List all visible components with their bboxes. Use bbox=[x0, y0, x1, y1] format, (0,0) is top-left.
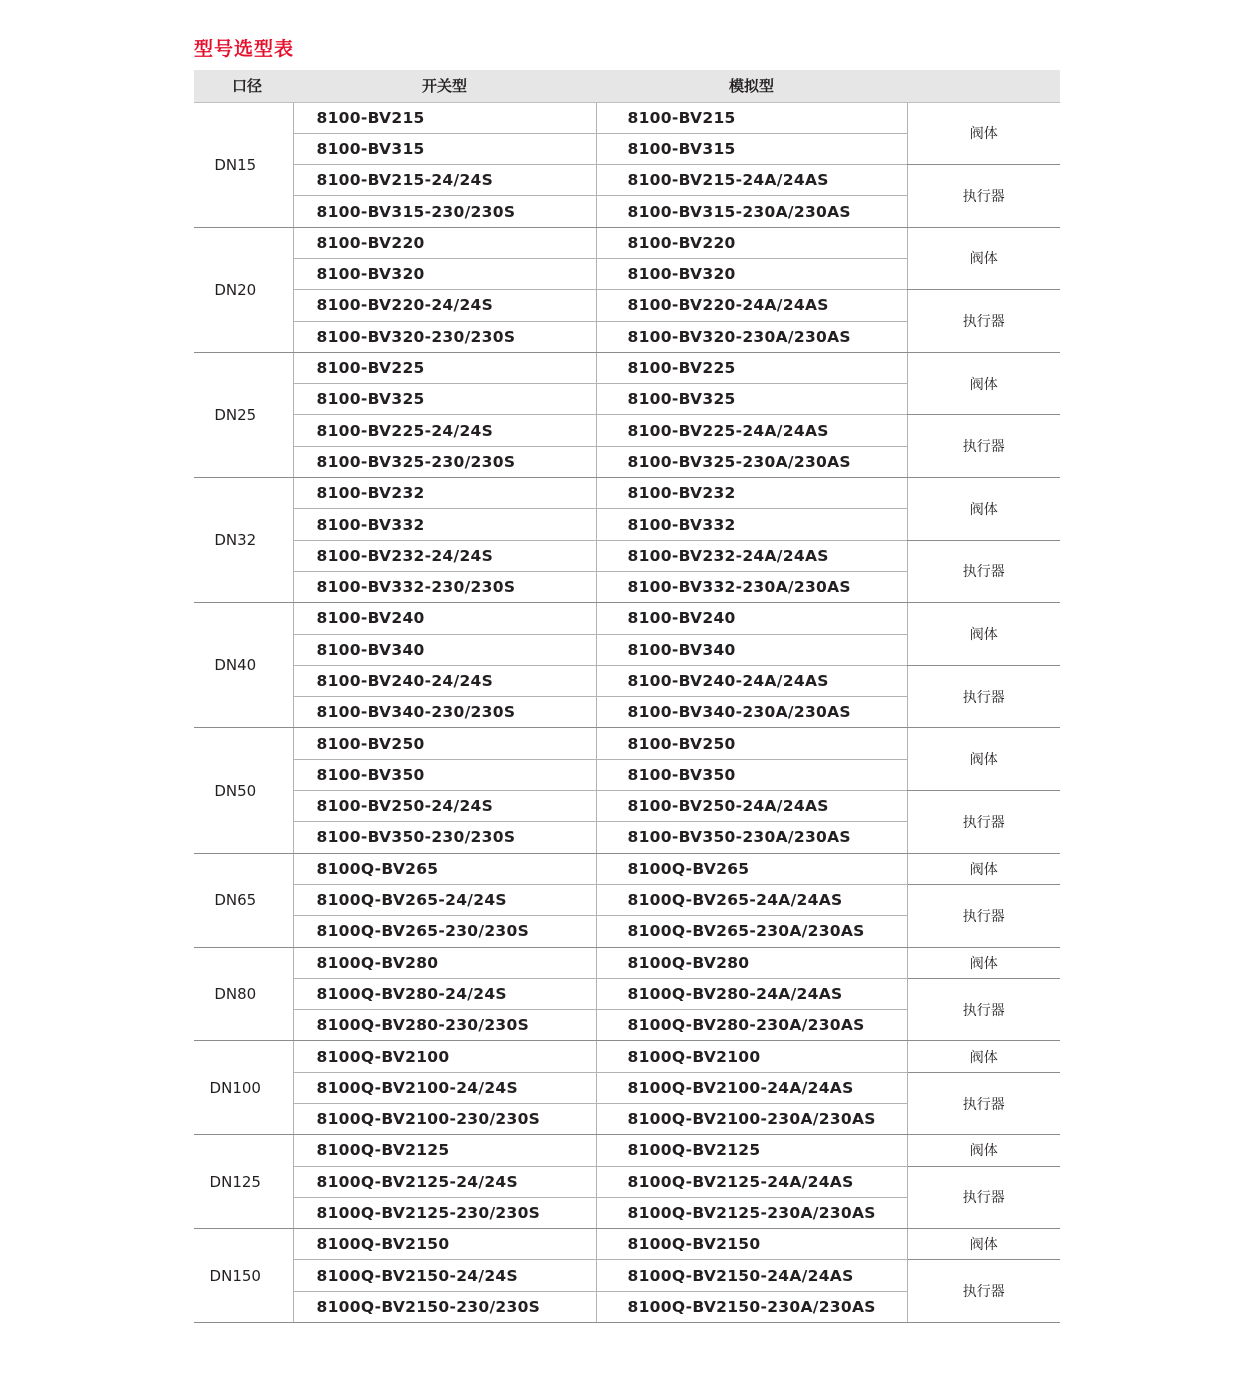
switch-model-cell: 8100-BV220 bbox=[293, 227, 596, 258]
analog-model-cell: 8100-BV350 bbox=[596, 759, 907, 790]
analog-model-cell: 8100Q-BV2100-24A/24AS bbox=[596, 1072, 907, 1103]
table-row bbox=[194, 978, 1060, 1009]
table-row bbox=[194, 290, 1060, 321]
component-note-cell: 执行器 bbox=[907, 290, 1060, 353]
switch-model-cell: 8100-BV315-230/230S bbox=[293, 196, 596, 227]
table-row bbox=[194, 165, 1060, 196]
table-row bbox=[194, 1135, 1060, 1166]
analog-model-cell: 8100-BV325 bbox=[596, 384, 907, 415]
component-note-cell: 执行器 bbox=[907, 665, 1060, 728]
analog-model-cell: 8100-BV315 bbox=[596, 133, 907, 164]
component-note-cell: 阀体 bbox=[907, 1229, 1060, 1260]
size-cell: DN32 bbox=[194, 478, 293, 603]
size-cell: DN40 bbox=[194, 603, 293, 728]
analog-model-cell: 8100Q-BV265-24A/24AS bbox=[596, 884, 907, 915]
analog-model-cell: 8100-BV240-24A/24AS bbox=[596, 665, 907, 696]
size-cell: DN20 bbox=[194, 227, 293, 352]
component-note-cell: 阀体 bbox=[907, 853, 1060, 884]
table-row bbox=[194, 1072, 1060, 1103]
table-row bbox=[194, 884, 1060, 915]
analog-model-cell: 8100-BV250 bbox=[596, 728, 907, 759]
analog-model-cell: 8100-BV320-230A/230AS bbox=[596, 321, 907, 352]
size-cell: DN25 bbox=[194, 352, 293, 477]
analog-model-cell: 8100-BV225-24A/24AS bbox=[596, 415, 907, 446]
size-cell: DN100 bbox=[194, 1041, 293, 1135]
switch-model-cell: 8100-BV232-24/24S bbox=[293, 540, 596, 571]
component-note-cell: 阀体 bbox=[907, 352, 1060, 415]
switch-model-cell: 8100Q-BV280-24/24S bbox=[293, 978, 596, 1009]
component-note-cell: 阀体 bbox=[907, 1041, 1060, 1072]
analog-model-cell: 8100Q-BV280 bbox=[596, 947, 907, 978]
table-row bbox=[194, 853, 1060, 884]
component-note-cell: 阀体 bbox=[907, 947, 1060, 978]
analog-model-cell: 8100-BV250-24A/24AS bbox=[596, 791, 907, 822]
component-note-cell: 阀体 bbox=[907, 102, 1060, 165]
size-cell: DN80 bbox=[194, 947, 293, 1041]
table-row bbox=[194, 227, 1060, 258]
table-row bbox=[194, 728, 1060, 759]
component-note-cell: 阀体 bbox=[907, 227, 1060, 290]
table-row bbox=[194, 352, 1060, 383]
table-row bbox=[194, 1260, 1060, 1291]
analog-model-cell: 8100-BV240 bbox=[596, 603, 907, 634]
switch-model-cell: 8100-BV315 bbox=[293, 133, 596, 164]
header-size: 口径 bbox=[194, 70, 293, 102]
switch-model-cell: 8100-BV232 bbox=[293, 478, 596, 509]
component-note-cell: 阀体 bbox=[907, 728, 1060, 791]
analog-model-cell: 8100-BV332-230A/230AS bbox=[596, 571, 907, 602]
switch-model-cell: 8100-BV350 bbox=[293, 759, 596, 790]
switch-model-cell: 8100-BV325-230/230S bbox=[293, 446, 596, 477]
analog-model-cell: 8100Q-BV2150 bbox=[596, 1229, 907, 1260]
component-note-cell: 执行器 bbox=[907, 1260, 1060, 1323]
analog-model-cell: 8100-BV332 bbox=[596, 509, 907, 540]
analog-model-cell: 8100-BV325-230A/230AS bbox=[596, 446, 907, 477]
analog-model-cell: 8100Q-BV280-230A/230AS bbox=[596, 1010, 907, 1041]
analog-model-cell: 8100-BV320 bbox=[596, 258, 907, 289]
table-body bbox=[194, 102, 1060, 1323]
switch-model-cell: 8100Q-BV2150-24/24S bbox=[293, 1260, 596, 1291]
switch-model-cell: 8100Q-BV265-24/24S bbox=[293, 884, 596, 915]
analog-model-cell: 8100Q-BV2125-24A/24AS bbox=[596, 1166, 907, 1197]
analog-model-cell: 8100Q-BV265-230A/230AS bbox=[596, 916, 907, 947]
analog-model-cell: 8100-BV220 bbox=[596, 227, 907, 258]
analog-model-cell: 8100-BV225 bbox=[596, 352, 907, 383]
analog-model-cell: 8100-BV340 bbox=[596, 634, 907, 665]
analog-model-cell: 8100Q-BV2150-230A/230AS bbox=[596, 1291, 907, 1322]
switch-model-cell: 8100Q-BV2150-230/230S bbox=[293, 1291, 596, 1322]
size-cell: DN65 bbox=[194, 853, 293, 947]
size-cell: DN150 bbox=[194, 1229, 293, 1323]
switch-model-cell: 8100Q-BV265-230/230S bbox=[293, 916, 596, 947]
size-cell: DN125 bbox=[194, 1135, 293, 1229]
table-row bbox=[194, 478, 1060, 509]
analog-model-cell: 8100-BV315-230A/230AS bbox=[596, 196, 907, 227]
analog-model-cell: 8100Q-BV280-24A/24AS bbox=[596, 978, 907, 1009]
table-row bbox=[194, 1166, 1060, 1197]
table-row bbox=[194, 603, 1060, 634]
switch-model-cell: 8100-BV250 bbox=[293, 728, 596, 759]
switch-model-cell: 8100Q-BV2125 bbox=[293, 1135, 596, 1166]
switch-model-cell: 8100-BV215 bbox=[293, 102, 596, 133]
switch-model-cell: 8100Q-BV2125-24/24S bbox=[293, 1166, 596, 1197]
switch-model-cell: 8100Q-BV2100-24/24S bbox=[293, 1072, 596, 1103]
component-note-cell: 执行器 bbox=[907, 791, 1060, 854]
analog-model-cell: 8100-BV220-24A/24AS bbox=[596, 290, 907, 321]
switch-model-cell: 8100Q-BV265 bbox=[293, 853, 596, 884]
size-cell: DN50 bbox=[194, 728, 293, 853]
analog-model-cell: 8100-BV232-24A/24AS bbox=[596, 540, 907, 571]
table-row bbox=[194, 1041, 1060, 1072]
analog-model-cell: 8100Q-BV2100-230A/230AS bbox=[596, 1104, 907, 1135]
analog-model-cell: 8100-BV340-230A/230AS bbox=[596, 697, 907, 728]
component-note-cell: 执行器 bbox=[907, 540, 1060, 603]
table-row bbox=[194, 665, 1060, 696]
switch-model-cell: 8100Q-BV280 bbox=[293, 947, 596, 978]
analog-model-cell: 8100-BV232 bbox=[596, 478, 907, 509]
switch-model-cell: 8100-BV350-230/230S bbox=[293, 822, 596, 853]
switch-model-cell: 8100-BV225-24/24S bbox=[293, 415, 596, 446]
table-row bbox=[194, 1229, 1060, 1260]
analog-model-cell: 8100-BV350-230A/230AS bbox=[596, 822, 907, 853]
switch-model-cell: 8100Q-BV2100 bbox=[293, 1041, 596, 1072]
switch-model-cell: 8100Q-BV280-230/230S bbox=[293, 1010, 596, 1041]
component-note-cell: 阀体 bbox=[907, 478, 1060, 541]
switch-model-cell: 8100-BV325 bbox=[293, 384, 596, 415]
switch-model-cell: 8100-BV240 bbox=[293, 603, 596, 634]
header-analog-type: 模拟型 bbox=[596, 70, 907, 102]
analog-model-cell: 8100Q-BV2100 bbox=[596, 1041, 907, 1072]
size-cell: DN15 bbox=[194, 102, 293, 227]
analog-model-cell: 8100Q-BV2125-230A/230AS bbox=[596, 1197, 907, 1228]
analog-model-cell: 8100-BV215-24A/24AS bbox=[596, 165, 907, 196]
table-row bbox=[194, 791, 1060, 822]
switch-model-cell: 8100-BV320 bbox=[293, 258, 596, 289]
switch-model-cell: 8100-BV220-24/24S bbox=[293, 290, 596, 321]
table-row bbox=[194, 947, 1060, 978]
analog-model-cell: 8100Q-BV2125 bbox=[596, 1135, 907, 1166]
switch-model-cell: 8100Q-BV2125-230/230S bbox=[293, 1197, 596, 1228]
component-note-cell: 执行器 bbox=[907, 978, 1060, 1041]
component-note-cell: 执行器 bbox=[907, 415, 1060, 478]
table-header-row bbox=[194, 70, 1060, 102]
analog-model-cell: 8100Q-BV265 bbox=[596, 853, 907, 884]
switch-model-cell: 8100-BV320-230/230S bbox=[293, 321, 596, 352]
component-note-cell: 执行器 bbox=[907, 1166, 1060, 1229]
analog-model-cell: 8100-BV215 bbox=[596, 102, 907, 133]
switch-model-cell: 8100-BV340-230/230S bbox=[293, 697, 596, 728]
component-note-cell: 阀体 bbox=[907, 1135, 1060, 1166]
component-note-cell: 执行器 bbox=[907, 165, 1060, 228]
table-row bbox=[194, 540, 1060, 571]
switch-model-cell: 8100-BV225 bbox=[293, 352, 596, 383]
page-title: 型号选型表 bbox=[194, 38, 295, 60]
header-switch-type: 开关型 bbox=[293, 70, 596, 102]
table-row bbox=[194, 102, 1060, 133]
switch-model-cell: 8100-BV332 bbox=[293, 509, 596, 540]
switch-model-cell: 8100-BV250-24/24S bbox=[293, 791, 596, 822]
switch-model-cell: 8100Q-BV2150 bbox=[293, 1229, 596, 1260]
component-note-cell: 执行器 bbox=[907, 884, 1060, 947]
model-selection-table bbox=[194, 70, 1060, 1323]
analog-model-cell: 8100Q-BV2150-24A/24AS bbox=[596, 1260, 907, 1291]
header-note bbox=[907, 70, 1060, 102]
switch-model-cell: 8100-BV240-24/24S bbox=[293, 665, 596, 696]
component-note-cell: 执行器 bbox=[907, 1072, 1060, 1135]
switch-model-cell: 8100-BV215-24/24S bbox=[293, 165, 596, 196]
switch-model-cell: 8100Q-BV2100-230/230S bbox=[293, 1104, 596, 1135]
switch-model-cell: 8100-BV332-230/230S bbox=[293, 571, 596, 602]
switch-model-cell: 8100-BV340 bbox=[293, 634, 596, 665]
component-note-cell: 阀体 bbox=[907, 603, 1060, 666]
table-row bbox=[194, 415, 1060, 446]
